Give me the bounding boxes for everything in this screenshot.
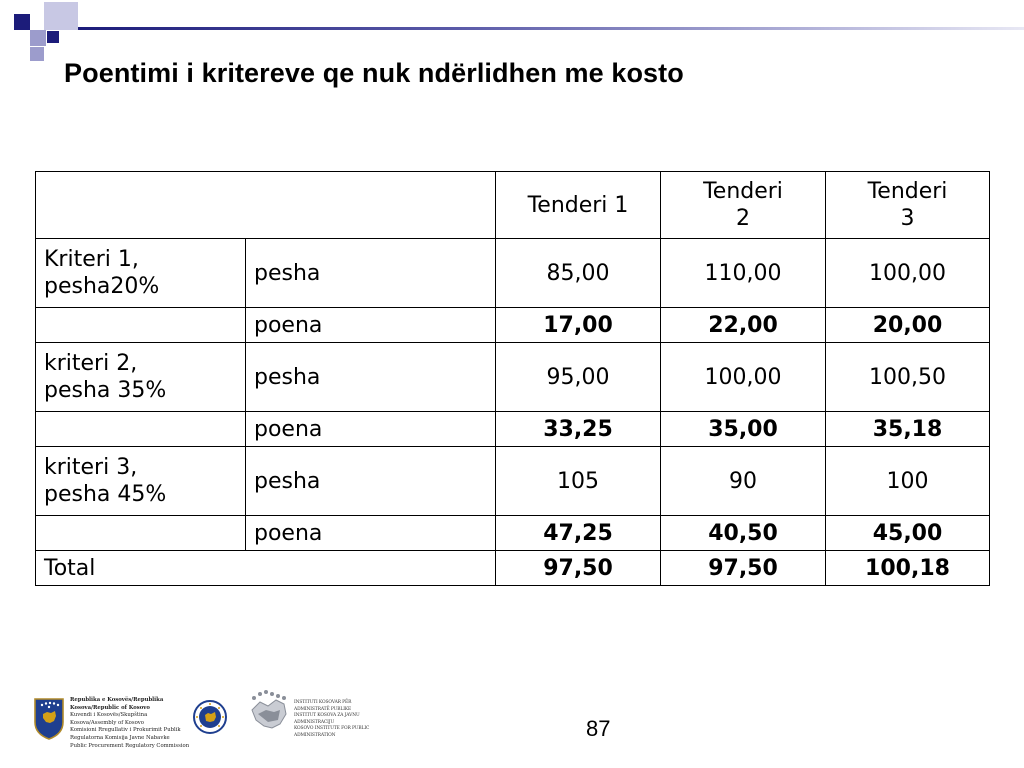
total-row [36,551,990,586]
decor-square-navy-small [47,31,59,43]
criterion-label: kriteri 2, pesha 35% [36,343,246,412]
value-cell: 100 [826,447,990,516]
table-row [36,308,990,343]
scoring-table [35,171,990,586]
header-empty-cell [36,172,496,239]
total-label: Total [36,551,496,586]
row-type-label: poena [246,412,496,447]
criterion-label: kriteri 3, pesha 45% [36,447,246,516]
header-tenderi-3: Tenderi 3 [826,172,990,239]
points-cell: 47,25 [496,516,661,551]
table-row [36,412,990,447]
criterion-label: Kriteri 1, pesha20% [36,239,246,308]
decor-square-pale [44,2,78,30]
value-cell: 110,00 [661,239,826,308]
value-cell: 105 [496,447,661,516]
row-type-label: pesha [246,447,496,516]
institute-logo-icon [246,688,300,740]
slide-title: Poentimi i kritereve qe nuk ndërlidhen me kosto [64,58,684,88]
header-tenderi-1: Tenderi 1 [496,172,661,239]
criterion-label-empty [36,412,246,447]
decor-square-lilac [30,30,46,46]
points-cell: 33,25 [496,412,661,447]
table-row [36,516,990,551]
value-cell: 100,00 [661,343,826,412]
value-cell: 90 [661,447,826,516]
table-row [36,239,990,308]
value-cell: 100,00 [826,239,990,308]
total-cell: 97,50 [496,551,661,586]
points-cell: 35,00 [661,412,826,447]
points-cell: 40,50 [661,516,826,551]
points-cell: 20,00 [826,308,990,343]
table-row [36,447,990,516]
value-cell: 95,00 [496,343,661,412]
points-cell: 22,00 [661,308,826,343]
points-cell: 45,00 [826,516,990,551]
row-type-label: poena [246,308,496,343]
value-cell: 85,00 [496,239,661,308]
title-rule [78,27,1024,30]
value-cell: 100,50 [826,343,990,412]
page-number: 87 [586,716,611,741]
criterion-label-empty [36,308,246,343]
criterion-label-empty [36,516,246,551]
points-cell: 17,00 [496,308,661,343]
row-type-label: pesha [246,343,496,412]
row-type-label: pesha [246,239,496,308]
header-tenderi-2: Tenderi 2 [661,172,826,239]
decor-square-navy [14,14,30,30]
seal-logo-icon [192,695,228,739]
decor-square-lilac-low [30,47,44,61]
total-cell: 97,50 [661,551,826,586]
footer-institute-text: INSTITUTI KOSOVAR PËR ADMINISTRATË PUBLIKE INSTITUT KOSOVA ZA JAVNU ADMINISTRACIJU KOSOVO INSTITUTE FOR PUBLIC ADMINISTRATION [294,700,370,738]
table-row [36,343,990,412]
total-cell: 100,18 [826,551,990,586]
row-type-label: poena [246,516,496,551]
header-row [36,172,990,239]
kosovo-emblem-icon [33,696,65,740]
points-cell: 35,18 [826,412,990,447]
footer-organization-text: Republika e Kosovës/Republika Kosova/Republic of Kosovo Kuvendi i Kosovës/Skupština Kosova/Assembly of Kosovo Komisioni Rregullativ i Prokurimit Publik Regulatorna Komisija Javne Nabavke Public Procurement Regulatory Commission [70,697,190,749]
